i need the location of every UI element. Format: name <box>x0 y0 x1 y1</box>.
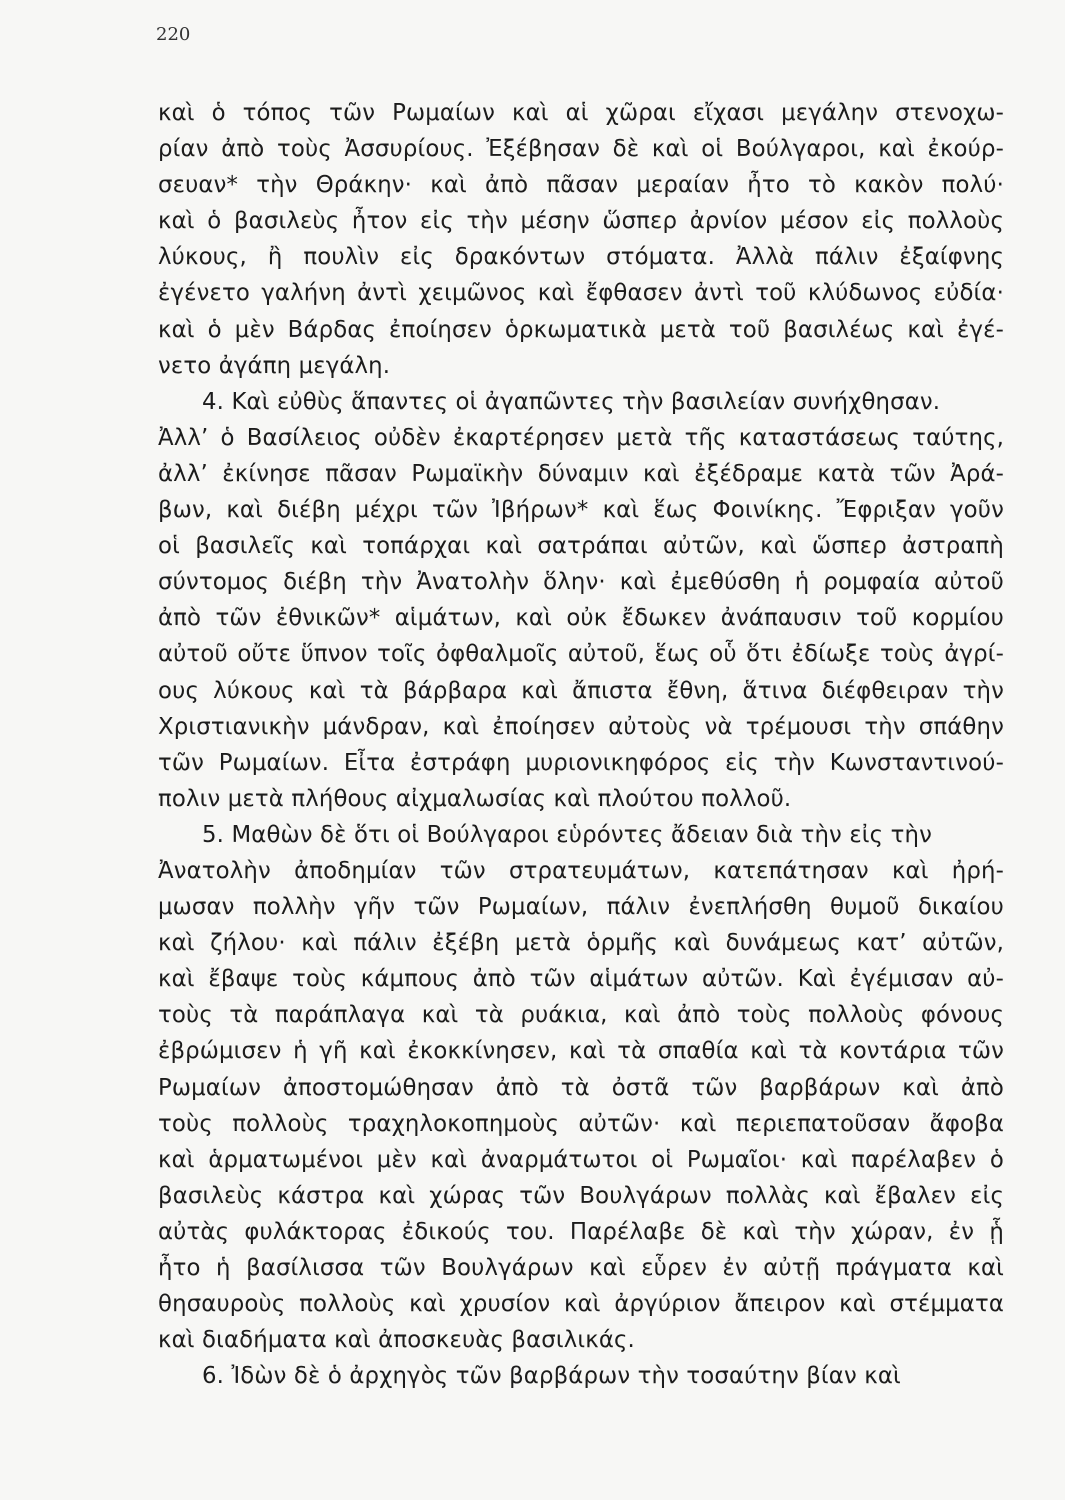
text-line: αὐτοῦ οὔτε ὕπνον τοῖς ὀφθαλμοῖς αὐτοῦ, ἕως οὗ ὅτι ἐδίωξε τοὺς ἀγρί- <box>158 641 1004 668</box>
text-line: θησαυροὺς πολλοὺς καὶ χρυσίον καὶ ἀργύριον ἄπειρον καὶ στέμματα <box>158 1291 1004 1318</box>
text-line: 5. Μαθὼν δὲ ὅτι οἱ Βούλγαροι εὑρόντες ἄδειαν διὰ τὴν εἰς τὴν <box>202 821 932 848</box>
text-line: ἀλλ’ ἐκίνησε πᾶσαν Ρωμαϊκὴν δύναμιν καὶ ἐξέδραμε κατὰ τῶν Ἀρά- <box>158 460 1004 487</box>
text-line: αὐτὰς φυλάκτορας ἐδικούς του. Παρέλαβε δὲ καὶ τὴν χώραν, ἐν ᾗ <box>158 1218 1004 1245</box>
text-line: σύντομος διέβη τὴν Ἀνατολὴν ὅλην· καὶ ἐμεθύσθη ἡ ρομφαία αὐτοῦ <box>158 569 1004 596</box>
text-line: ρίαν ἀπὸ τοὺς Ἀσσυρίους. Ἐξέβησαν δὲ καὶ οἱ Βούλγαροι, καὶ ἐκούρ- <box>158 136 1004 163</box>
text-line: μωσαν πολλὴν γῆν τῶν Ρωμαίων, πάλιν ἐνεπλήσθη θυμοῦ δικαίου <box>158 894 1004 921</box>
text-line: καὶ ὁ τόπος τῶν Ρωμαίων καὶ αἱ χῶραι εἴχασι μεγάλην στενοχω- <box>158 100 1004 126</box>
text-body <box>158 95 1004 1394</box>
page-number: 220 <box>156 24 191 45</box>
text-line: τοὺς τὰ παράπλαγα καὶ τὰ ρυάκια, καὶ ἀπὸ τοὺς πολλοὺς φόνους <box>158 1002 1004 1029</box>
text-line: τῶν Ρωμαίων. Εἶτα ἐστράφη μυριονικηφόρος εἰς τὴν Κωνσταντινού- <box>158 749 1004 776</box>
text-line: καὶ ζήλου· καὶ πάλιν ἐξέβη μετὰ ὁρμῆς καὶ δυνάμεως κατ’ αὐτῶν, <box>158 930 1004 957</box>
text-line: πολιν μετὰ πλήθους αἰχμαλωσίας καὶ πλούτου πολλοῦ. <box>158 785 792 812</box>
text-line: ἦτο ἡ βασίλισσα τῶν Βουλγάρων καὶ εὗρεν ἐν αὐτῇ πράγματα καὶ <box>158 1255 1004 1281</box>
text-line: βασιλεὺς κάστρα καὶ χώρας τῶν Βουλγάρων πολλὰς καὶ ἔβαλεν εἰς <box>158 1182 1004 1209</box>
text-line: Ρωμαίων ἀποστομώθησαν ἀπὸ τὰ ὀστᾶ τῶν βαρβάρων καὶ ἀπὸ <box>158 1074 1004 1101</box>
text-line: καὶ διαδήματα καὶ ἀποσκευὰς βασιλικάς. <box>158 1327 635 1354</box>
text-line: 4. Καὶ εὐθὺς ἅπαντες οἱ ἀγαπῶντες τὴν βασιλείαν συνήχθησαν. <box>202 388 941 415</box>
text-line: Ἀλλ’ ὁ Βασίλειος οὐδὲν ἐκαρτέρησεν μετὰ τῆς καταστάσεως ταύτης, <box>158 424 1004 451</box>
text-line: σευαν* τὴν Θράκην· καὶ ἀπὸ πᾶσαν μεραίαν ἦτο τὸ κακὸν πολύ· <box>158 172 1004 199</box>
text-line: 6. Ἰδὼν δὲ ὁ ἀρχηγὸς τῶν βαρβάρων τὴν τοσαύτην βίαν καὶ <box>202 1363 901 1390</box>
text-line: ἐγένετο γαλήνη ἀντὶ χειμῶνος καὶ ἔφθασεν ἀντὶ τοῦ κλύδωνος εὐδία· <box>158 280 1004 307</box>
text-line: ἀπὸ τῶν ἐθνικῶν* αἱμάτων, καὶ οὐκ ἔδωκεν ἀνάπαυσιν τοῦ κορμίου <box>158 605 1004 632</box>
text-line: ους λύκους καὶ τὰ βάρβαρα καὶ ἄπιστα ἔθνη, ἅτινα διέφθειραν τὴν <box>158 677 1004 704</box>
text-line: καὶ ἁρματωμένοι μὲν καὶ ἀναρμάτωτοι οἱ Ρωμαῖοι· καὶ παρέλαβεν ὁ <box>158 1146 1004 1173</box>
text-line: καὶ ἔβαψε τοὺς κάμπους ἀπὸ τῶν αἱμάτων αὐτῶν. Καὶ ἐγέμισαν αὐ- <box>158 966 1004 993</box>
text-line: Ἀνατολὴν ἀποδημίαν τῶν στρατευμάτων, κατεπάτησαν καὶ ἠρή- <box>158 857 1004 884</box>
text-line: οἱ βασιλεῖς καὶ τοπάρχαι καὶ σατράπαι αὐτῶν, καὶ ὥσπερ ἀστραπὴ <box>158 533 1004 560</box>
text-line: καὶ ὁ μὲν Βάρδας ἐποίησεν ὁρκωματικὰ μετὰ τοῦ βασιλέως καὶ ἐγέ- <box>158 316 1004 343</box>
text-line: καὶ ὁ βασιλεὺς ἦτον εἰς τὴν μέσην ὥσπερ ἀρνίον μέσον εἰς πολλοὺς <box>158 208 1004 235</box>
text-line: ἐβρώμισεν ἡ γῆ καὶ ἐκοκκίνησεν, καὶ τὰ σπαθία καὶ τὰ κοντάρια τῶν <box>158 1038 1004 1065</box>
text-line: τοὺς πολλοὺς τραχηλοκοπημοὺς αὐτῶν· καὶ περιεπατοῦσαν ἄφοβα <box>158 1110 1004 1137</box>
text-line: νετο ἀγάπη μεγάλη. <box>158 352 391 379</box>
text-line: λύκους, ἢ πουλὶν εἰς δρακόντων στόματα. Ἀλλὰ πάλιν ἐξαίφνης <box>158 244 1004 271</box>
text-line: βων, καὶ διέβη μέχρι τῶν Ἰβήρων* καὶ ἕως Φοινίκης. Ἔφριξαν γοῦν <box>158 497 1004 524</box>
text-line: Χριστιανικὴν μάνδραν, καὶ ἐποίησεν αὐτοὺς νὰ τρέμουσι τὴν σπάθην <box>158 713 1004 740</box>
